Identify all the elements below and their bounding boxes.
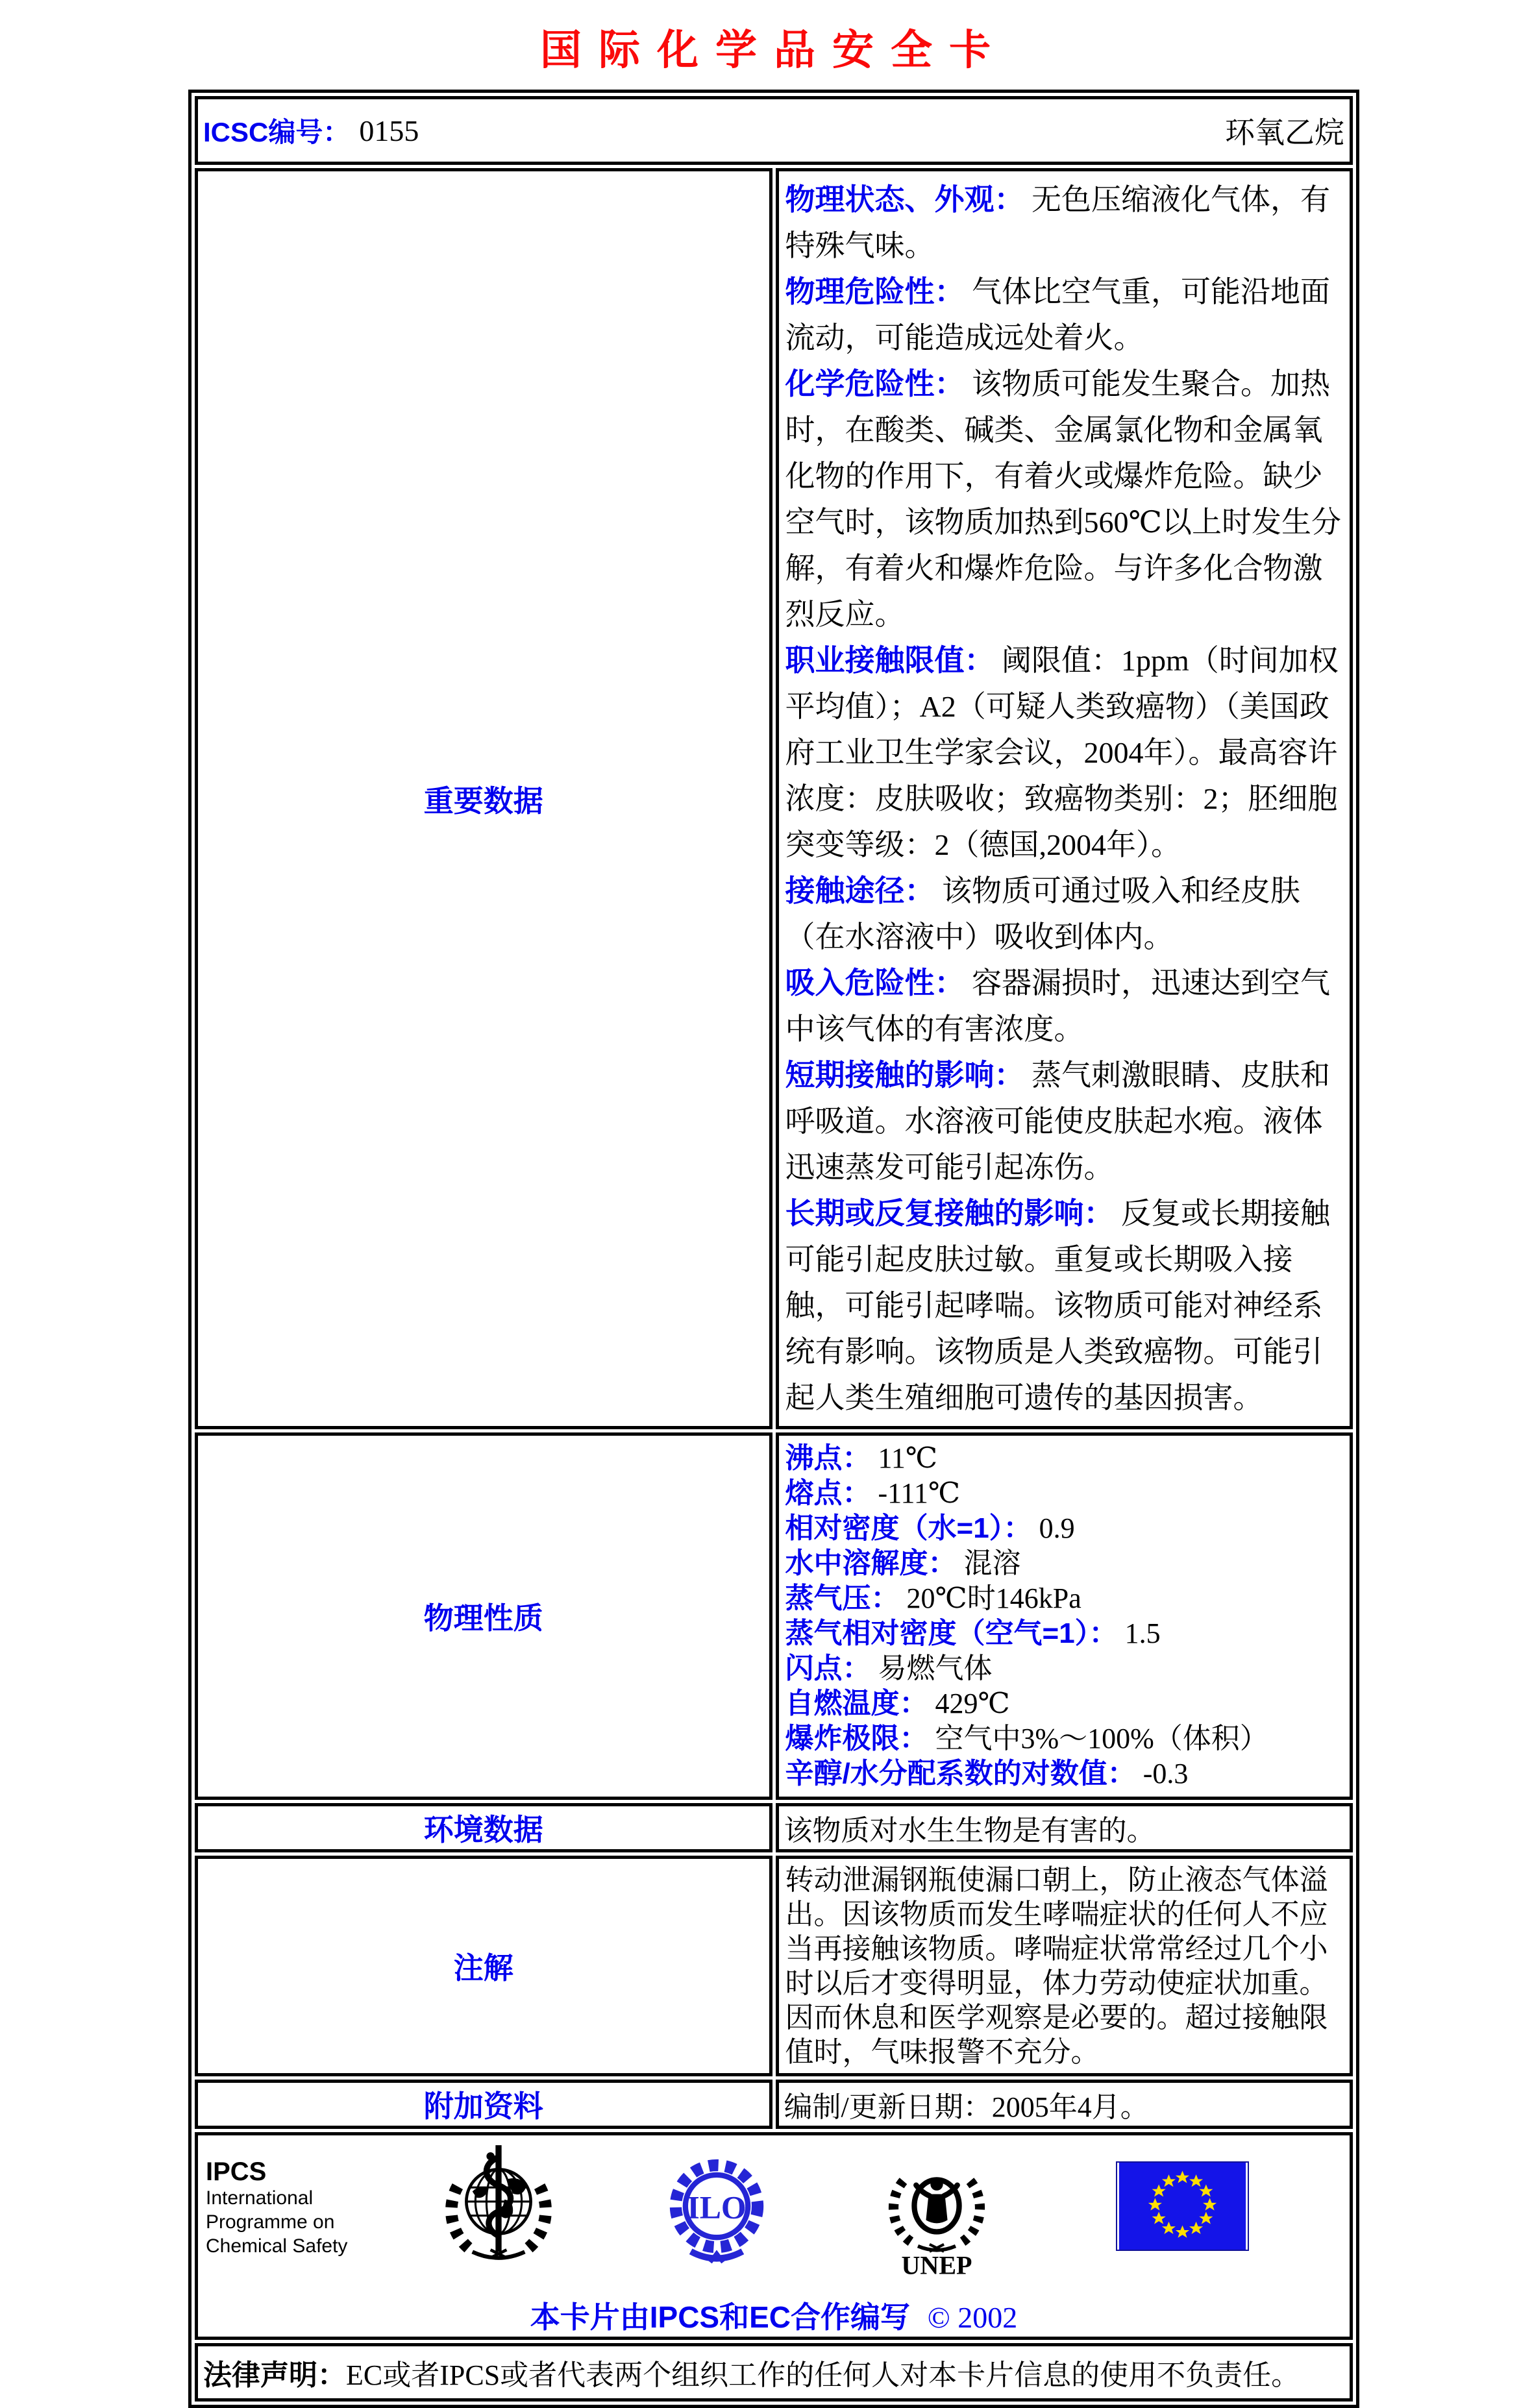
field-line xyxy=(785,1511,1344,1546)
field-label: 长期或反复接触的影响： xyxy=(785,1196,1114,1230)
field-value: 无色压缩液化气体，有特殊气味。 xyxy=(785,183,1330,262)
icsc-number-group xyxy=(203,111,419,150)
field-line xyxy=(785,1476,1344,1511)
logos-strip xyxy=(206,2142,1350,2279)
field-value: 易燃气体 xyxy=(871,1652,993,1684)
field-value: 429℃ xyxy=(928,1688,1010,1719)
section-label-environmental-data: 环境数据 xyxy=(195,1803,772,1852)
header-cell xyxy=(195,96,1353,165)
ipcs-subtitle-line2: Programme on xyxy=(206,2211,335,2233)
ipcs-text-block xyxy=(206,2157,388,2258)
section-label-additional-info: 附加资料 xyxy=(195,2080,772,2129)
field-value: 11℃ xyxy=(871,1442,938,1474)
field-label: 蒸气压： xyxy=(785,1582,900,1614)
field-value: 反复或长期接触可能引起皮肤过敏。重复或长期吸入接触，可能引起哮喘。该物质可能对神经系统有影响。该物质是人类致癌物。可能引起人类生殖细胞可遗传的基因损害。 xyxy=(785,1197,1330,1414)
section-content-notes xyxy=(776,1856,1353,2076)
field-label: 爆炸极限： xyxy=(785,1723,928,1754)
field-value: 该物质可通过吸入和经皮肤（在水溶液中）吸收到体内。 xyxy=(785,874,1300,953)
field-line xyxy=(785,1052,1344,1190)
field-label: 相对密度（水=1）： xyxy=(785,1512,1032,1544)
field-label: 物理状态、外观： xyxy=(785,182,1024,216)
field-value: 0.9 xyxy=(1032,1512,1075,1544)
row-legal xyxy=(195,2343,1353,2402)
icsc-number-label: ICSC编号： xyxy=(203,117,351,147)
field-value: -0.3 xyxy=(1135,1758,1189,1789)
chemical-name: 环氧乙烷 xyxy=(1225,116,1344,149)
field-label: 辛醇/水分配系数的对数值： xyxy=(785,1758,1136,1789)
field-label: 熔点： xyxy=(785,1477,871,1509)
field-line xyxy=(785,960,1344,1052)
field-line xyxy=(785,1721,1344,1756)
field-line xyxy=(785,1441,1344,1476)
field-label: 职业接触限值： xyxy=(785,643,995,677)
field-label: 蒸气相对密度（空气=1）： xyxy=(785,1617,1118,1649)
row-logos xyxy=(195,2132,1353,2340)
section-label-important-data: 重要数据 xyxy=(195,168,772,1429)
row-header xyxy=(195,96,1353,165)
ipcs-subtitle-line1: International xyxy=(206,2187,314,2209)
unep-letters: UNEP xyxy=(901,2250,972,2279)
page-title: 国际化学品安全卡 xyxy=(540,27,1007,73)
field-line xyxy=(785,1756,1344,1791)
legal-label: 法律声明： xyxy=(203,2359,346,2391)
field-value: 20℃时146kPa xyxy=(899,1582,1081,1614)
field-value: 编制/更新日期：2005年4月。 xyxy=(784,2091,1149,2123)
caption-year: © 2002 xyxy=(927,2301,1018,2334)
row-additional-info xyxy=(195,2080,1353,2129)
field-label: 闪点： xyxy=(785,1652,871,1684)
section-label-notes: 注解 xyxy=(195,1856,772,2076)
field-line xyxy=(785,1863,1344,2069)
icsc-document-page xyxy=(0,17,1532,2391)
field-label: 自燃温度： xyxy=(785,1688,928,1719)
header-inner xyxy=(203,99,1344,162)
field-line xyxy=(785,1616,1344,1651)
field-line xyxy=(784,2083,1345,2125)
field-label: 化学危险性： xyxy=(785,367,965,400)
field-value: 空气中3%～100%（体积） xyxy=(928,1723,1268,1754)
field-line xyxy=(785,1581,1344,1616)
icsc-card-table xyxy=(188,90,1359,2408)
row-environmental-data xyxy=(195,1803,1353,1852)
field-value: -111℃ xyxy=(871,1477,961,1509)
field-value: 1.5 xyxy=(1117,1617,1161,1649)
section-label-physical-properties: 物理性质 xyxy=(195,1432,772,1800)
section-content-physical-properties xyxy=(776,1432,1353,1800)
field-value: 该物质可能发生聚合。加热时，在酸类、碱类、金属氯化物和金属氧化物的作用下，有着火或爆炸危险。缺少空气时，该物质加热到560℃以上时发生分解，有着火和爆炸危险。与许多化合物激烈反应。 xyxy=(785,367,1341,631)
field-value: 容器漏损时，迅速达到空气中该气体的有害浓度。 xyxy=(785,966,1330,1046)
legal-cell xyxy=(195,2343,1353,2402)
section-content-important-data xyxy=(776,168,1353,1429)
field-value: 阈限值：1ppm（时间加权平均值）；A2（可疑人类致癌物）（美国政府工业卫生学家会议，2004年）。最高容许浓度：皮肤吸收；致癌物类别：2；胚细胞突变等级：2（德国,2004年）。 xyxy=(785,644,1339,861)
field-line xyxy=(785,269,1344,361)
legal-text: EC或者IPCS或者代表两个组织工作的任何人对本卡片信息的使用不负责任。 xyxy=(346,2359,1300,2391)
field-label: 沸点： xyxy=(785,1442,871,1474)
ilo-logo-icon xyxy=(661,2159,772,2267)
section-content-additional-info xyxy=(776,2080,1353,2129)
field-label: 短期接触的影响： xyxy=(785,1058,1024,1092)
field-value: 混溶 xyxy=(956,1547,1021,1579)
field-line xyxy=(785,868,1344,960)
ipcs-title: IPCS xyxy=(206,2157,267,2186)
section-content-environmental-data xyxy=(776,1803,1353,1852)
field-value: 转动泄漏钢瓶使漏口朝上，防止液态气体溢出。因该物质而发生哮喘症状的任何人不应当再接触该物质。哮喘症状常常经过几个小时以后才变得明显，体力劳动使症状加重。因而休息和医学观察是必要的。超过接触限值时，气味报警不充分。 xyxy=(785,1864,1328,2068)
cooperation-caption xyxy=(198,2294,1350,2337)
field-value: 气体比空气重，可能沿地面流动，可能造成远处着火。 xyxy=(785,275,1330,354)
field-label: 吸入危险性： xyxy=(785,966,965,1000)
field-line xyxy=(785,361,1344,637)
field-value: 蒸气刺激眼睛、皮肤和呼吸道。水溶液可能使皮肤起水疱。液体迅速蒸发可能引起冻伤。 xyxy=(785,1059,1330,1184)
unep-logo-icon xyxy=(887,2154,986,2279)
field-value: 该物质对水生生物是有害的。 xyxy=(784,1815,1155,1847)
row-physical-properties xyxy=(195,1432,1353,1800)
field-label: 接触途径： xyxy=(785,874,935,907)
field-line xyxy=(785,1651,1344,1686)
logos-cell xyxy=(195,2132,1353,2340)
caption-text: 本卡片由IPCS和EC合作编写 xyxy=(530,2300,911,2334)
ipcs-subtitle-line3: Chemical Safety xyxy=(206,2235,348,2257)
row-notes xyxy=(195,1856,1353,2076)
field-line xyxy=(785,1546,1344,1581)
row-important-data xyxy=(195,168,1353,1429)
field-line xyxy=(785,1190,1344,1421)
field-label: 物理危险性： xyxy=(785,275,965,308)
field-line xyxy=(784,1807,1345,1849)
who-logo-icon xyxy=(438,2143,559,2264)
icsc-number-value: 0155 xyxy=(359,114,419,147)
field-label: 水中溶解度： xyxy=(785,1547,957,1579)
field-line xyxy=(785,177,1344,269)
field-line xyxy=(785,637,1344,868)
eu-flag-icon xyxy=(1116,2161,1249,2251)
field-line xyxy=(785,1686,1344,1721)
ilo-letters: ILO xyxy=(687,2189,747,2226)
